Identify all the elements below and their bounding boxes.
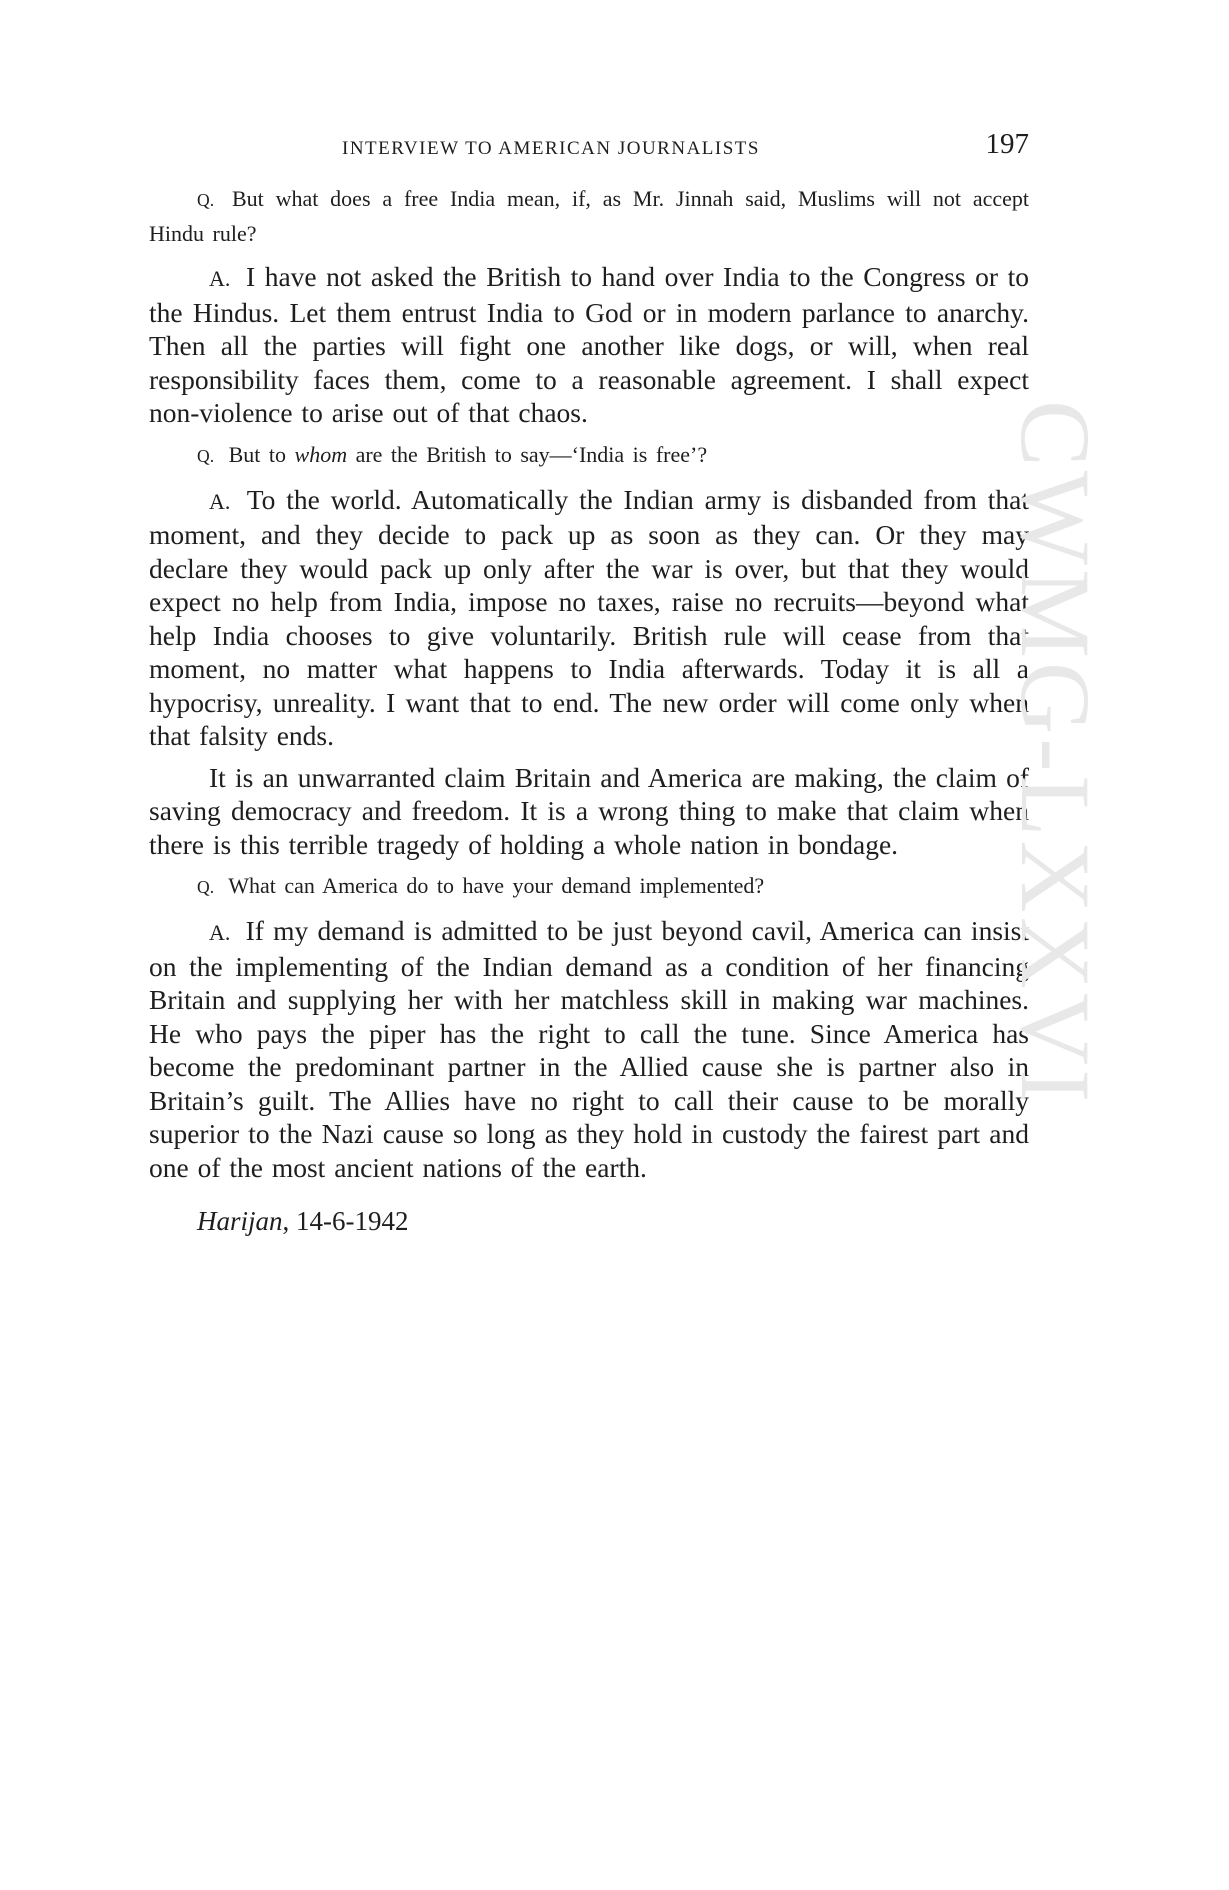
answer-3 [149, 914, 1029, 1184]
question-label: Q. [197, 190, 215, 210]
page-number: 197 [985, 128, 1029, 160]
answer-text: If my demand is admitted to be just beyond cavil, America can insist on the implementing of the Indian demand as a condition of her financing Britain and supplying her with her matchless skill in making war machines. He who pays the piper has the right to call the tune. Since America has become the predominant partner in the Allied cause she is partner also in Britain’s guilt. The Allies have no right to call their cause to be morally superior to the Nazi cause so long as they hold in custody the fairest part and one of the most ancient nations of the earth. [149, 915, 1030, 1183]
source-citation [197, 1206, 1029, 1237]
source-date: , 14-6-1942 [282, 1206, 409, 1236]
answer-text: To the world. Automatically the Indian army is disbanded from that moment, and they decide to pack up as soon as they can. Or they may declare they would pack up only after the war is over, but that they would expect no help from India, impose no taxes, raise no recruits—beyond what help India chooses to give voluntarily. British rule will cease from that moment, no matter what happens to India afterwards. Today it is all a hypocrisy, unreality. I want that to end. The new order will come only when that falsity ends. [149, 483, 1029, 751]
answer-2 [149, 483, 1029, 753]
running-head [149, 128, 1029, 168]
answer-1 [149, 260, 1029, 430]
question-text-after: are the British to say—‘India is free’? [347, 441, 708, 467]
answer-label: A. [209, 488, 231, 514]
question-1 [149, 182, 1029, 250]
answer-text: I have not asked the British to hand over India to the Congress or to the Hindus. Let them entrust India to God or in modern parlance to anarchy. Then all the parties will fight one another like dogs, or will, when real responsibility faces them, come to a reasonable agreement. I shall expect non-violence to arise out of that chaos. [149, 261, 1030, 428]
question-text: But what does a free India mean, if, as Mr. Jinnah said, Muslims will not accept Hindu rule? [149, 186, 1030, 246]
question-2 [149, 438, 1029, 473]
question-emphasis: whom [294, 441, 348, 467]
question-text-before: But to [228, 441, 295, 467]
watermark: CWMG-LXXVI [1000, 400, 1111, 1107]
question-label: Q. [197, 877, 215, 897]
question-label: Q. [197, 445, 215, 466]
answer-label: A. [209, 920, 231, 945]
question-text: What can America do to have your demand implemented? [228, 873, 765, 898]
answer-label: A. [209, 266, 231, 291]
body-text [149, 182, 1029, 1184]
page [149, 128, 1029, 1237]
source-publication: Harijan [197, 1206, 283, 1236]
paragraph-3: It is an unwarranted claim Britain and America are making, the claim of saving democracy and freedom. It is a wrong thing to make that claim when there is this terrible tragedy of holding a whole nation in bondage. [149, 761, 1029, 860]
question-3 [149, 869, 1029, 904]
running-title: INTERVIEW TO AMERICAN JOURNALISTS [342, 138, 760, 159]
